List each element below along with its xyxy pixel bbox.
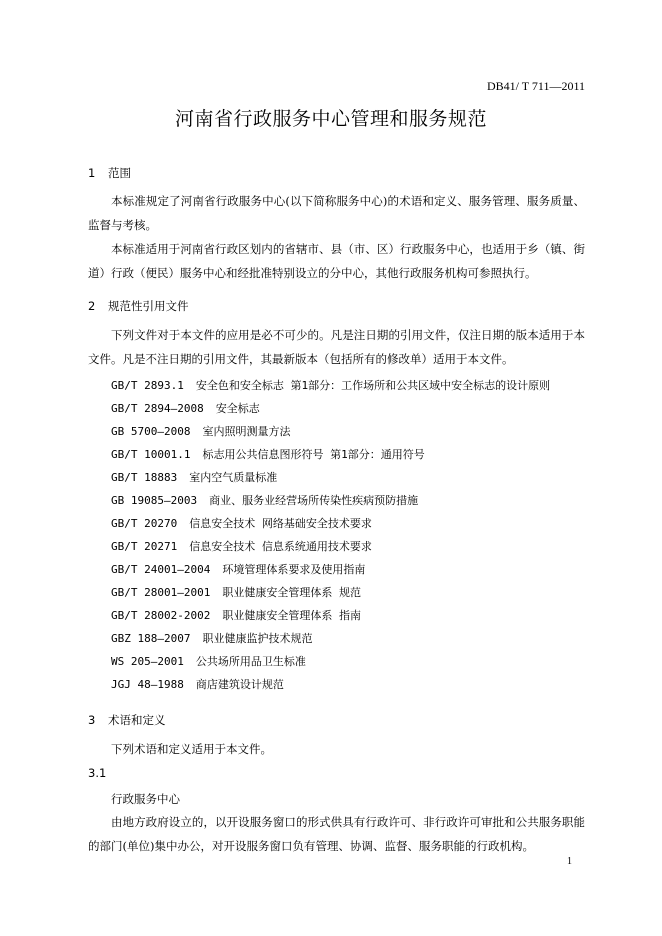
reference-item xyxy=(111,400,260,416)
scope-paragraph-2: 本标准适用于河南省行政区划内的省辖市、县（市、区）行政服务中心，也适用于乡（镇、街道）行政（便民）服务中心和经批准特别设立的分中心，其他行政服务机构可参照执行。 xyxy=(88,242,585,280)
reference-code: GB/T 20271 xyxy=(111,540,178,553)
reference-item xyxy=(111,538,372,554)
reference-item xyxy=(111,377,550,393)
reference-code: GB/T 28001—2001 xyxy=(111,586,211,599)
section-number: 1 xyxy=(88,166,96,180)
reference-title: 标志用公共信息图形符号 第1部分：通用符号 xyxy=(202,448,425,461)
reference-item xyxy=(111,423,290,439)
reference-item xyxy=(111,561,365,577)
reference-title: 公共场所用品卫生标准 xyxy=(195,655,306,668)
term-title: 行政服务中心 xyxy=(111,792,180,806)
section-3-heading xyxy=(88,712,166,728)
subsection-number: 3.1 xyxy=(88,766,107,780)
section-title: 规范性引用文件 xyxy=(108,299,189,313)
reference-item xyxy=(111,584,361,600)
reference-code: JGJ 48—1988 xyxy=(111,678,184,691)
reference-code: GB/T 24001—2004 xyxy=(111,563,211,576)
reference-item xyxy=(111,515,372,531)
reference-code: GB/T 10001.1 xyxy=(111,448,191,461)
reference-title: 环境管理体系要求及使用指南 xyxy=(222,563,366,576)
reference-code: GB 5700—2008 xyxy=(111,425,191,438)
reference-item xyxy=(111,446,425,462)
reference-item xyxy=(111,469,277,485)
references-intro-paragraph: 下列文件对于本文件的应用是必不可少的。凡是注日期的引用文件，仅注日期的版本适用于本文件。凡是不注日期的引用文件，其最新版本（包括所有的修改单）适用于本文件。 xyxy=(88,328,585,366)
reference-title: 室内空气质量标准 xyxy=(189,471,278,484)
section-2-heading xyxy=(88,298,189,314)
section-number: 3 xyxy=(88,713,96,727)
section-title: 术语和定义 xyxy=(108,713,166,727)
reference-title: 安全色和安全标志 第1部分：工作场所和公共区域中安全标志的设计原则 xyxy=(195,379,551,392)
reference-title: 商店建筑设计规范 xyxy=(195,678,284,691)
reference-code: WS 205—2001 xyxy=(111,655,184,668)
reference-title: 安全标志 xyxy=(215,402,260,415)
term-definition: 由地方政府设立的，以开设服务窗口的形式供具有行政许可、非行政许可审批和公共服务职能的部门(单位)集中办公，对开设服务窗口负有管理、协调、监督、服务职能的行政机构。 xyxy=(88,815,585,853)
section-number: 2 xyxy=(88,299,96,313)
reference-title: 信息安全技术 信息系统通用技术要求 xyxy=(189,540,372,553)
reference-title: 职业健康安全管理体系 规范 xyxy=(222,586,361,599)
reference-code: GB/T 28002-2002 xyxy=(111,609,211,622)
standard-code: DB41/ T 711—2011 xyxy=(486,79,585,93)
reference-title: 信息安全技术 网络基础安全技术要求 xyxy=(189,517,372,530)
reference-title: 职业健康监护技术规范 xyxy=(202,632,313,645)
page-number: 1 xyxy=(567,856,572,867)
document-title: 河南省行政服务中心管理和服务规范 xyxy=(174,108,487,130)
scope-paragraph-1: 本标准规定了河南省行政服务中心(以下简称服务中心)的术语和定义、服务管理、服务质量、监督与考核。 xyxy=(88,194,585,232)
reference-item xyxy=(111,676,284,692)
reference-code: GB/T 2894—2008 xyxy=(111,402,204,415)
reference-code: GB 19085—2003 xyxy=(111,494,198,507)
reference-code: GB/T 18883 xyxy=(111,471,178,484)
section-title: 范围 xyxy=(108,166,131,180)
reference-code: GBZ 188—2007 xyxy=(111,632,191,645)
terms-intro-paragraph: 下列术语和定义适用于本文件。 xyxy=(111,742,272,756)
reference-title: 商业、服务业经营场所传染性疾病预防措施 xyxy=(209,494,419,507)
reference-item xyxy=(111,630,312,646)
reference-item xyxy=(111,607,361,623)
reference-code: GB/T 2893.1 xyxy=(111,379,184,392)
reference-code: GB/T 20270 xyxy=(111,517,178,530)
section-1-heading xyxy=(88,165,131,181)
reference-title: 职业健康安全管理体系 指南 xyxy=(222,609,361,622)
reference-item xyxy=(111,492,418,508)
reference-title: 室内照明测量方法 xyxy=(202,425,291,438)
reference-item xyxy=(111,653,306,669)
